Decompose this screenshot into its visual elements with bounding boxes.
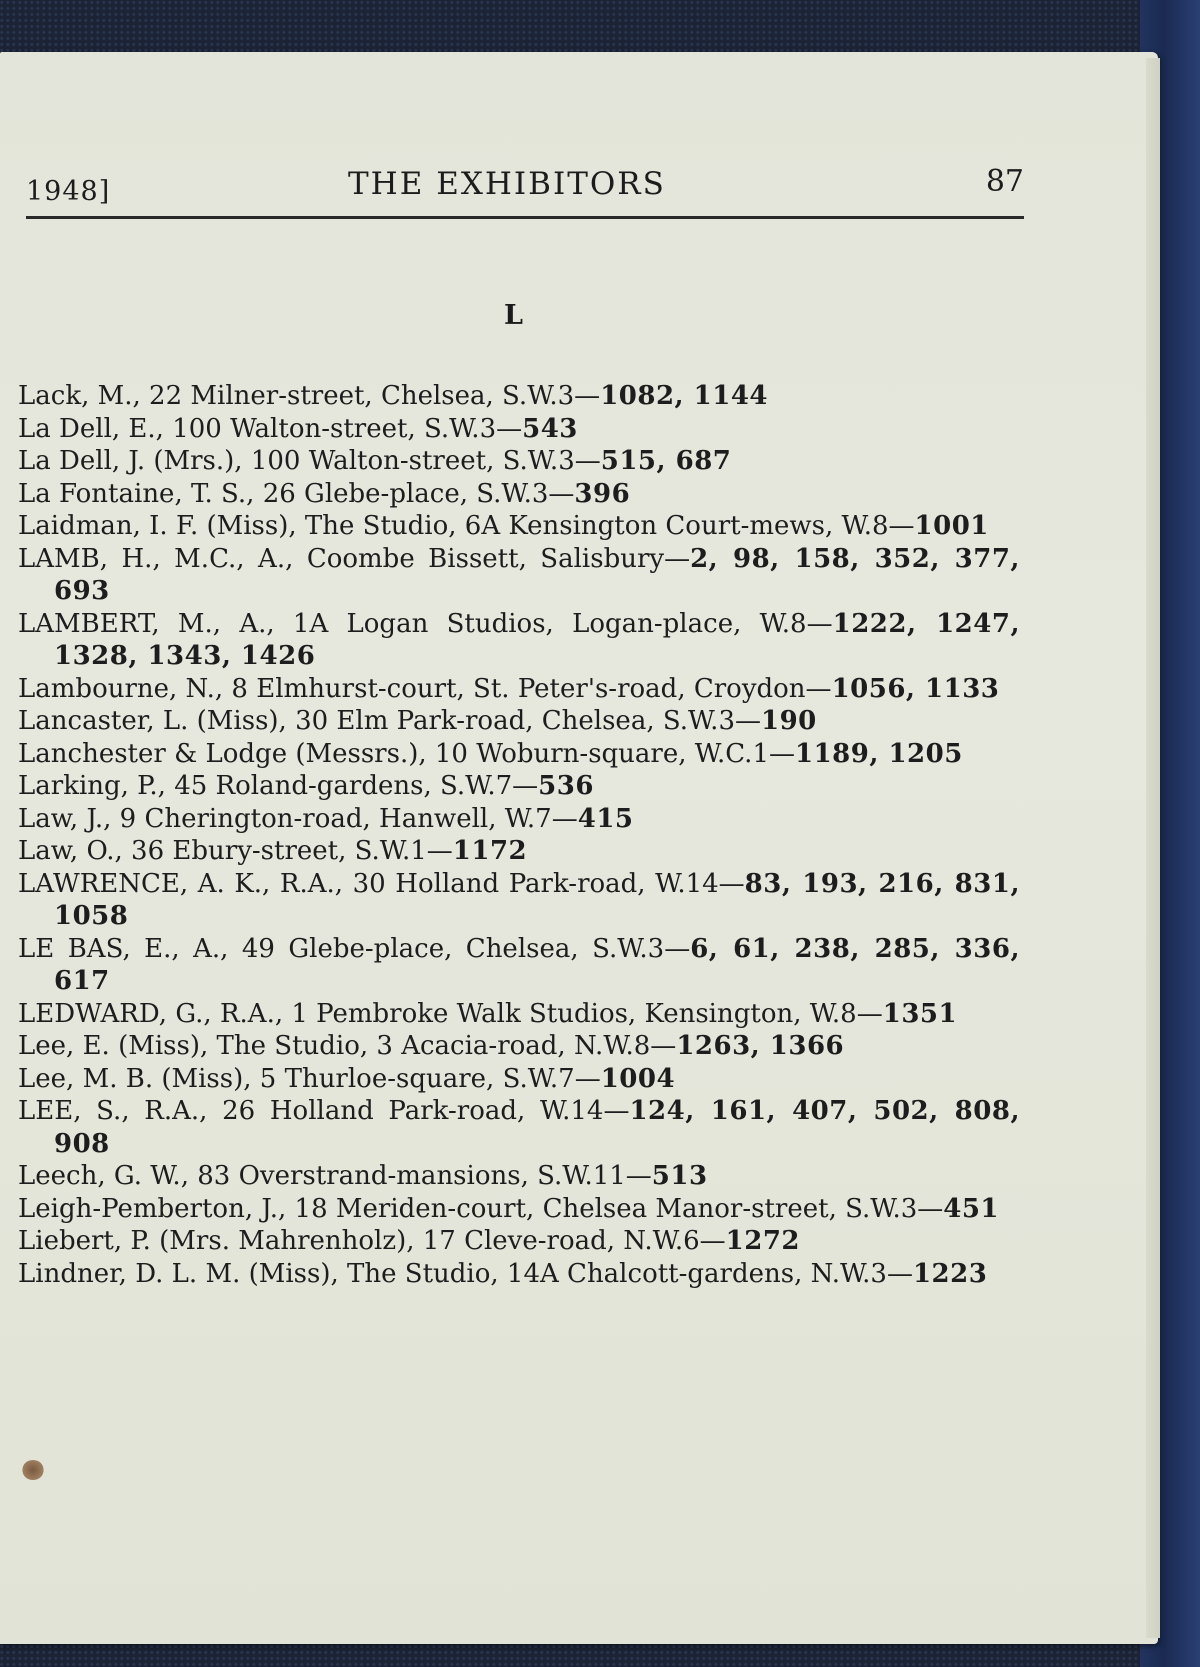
exhibitor-entry [18, 1225, 1020, 1258]
foxing-spot [22, 1460, 44, 1480]
exhibitor-entry [18, 445, 1020, 478]
exhibit-numbers: 513 [651, 1161, 708, 1191]
exhibitor-entry [18, 543, 1020, 608]
exhibit-numbers: 451 [943, 1193, 1000, 1224]
exhibitor-entry [18, 705, 1020, 738]
exhibitor-address: LAMB, H., M.C., A., Coombe Bissett, Salisbury— [18, 543, 691, 574]
exhibit-numbers: 1004 [600, 1063, 676, 1094]
exhibit-numbers: 515, 687 [600, 446, 732, 476]
exhibitor-address: Lack, M., 22 Milner-street, Chelsea, S.W.3— [18, 381, 601, 411]
exhibit-numbers: 6, 61, 238, 285, 336, 617 [54, 933, 1020, 996]
exhibitor-entry [18, 510, 1020, 543]
exhibitor-address: LAMBERT, M., A., 1A Logan Studios, Logan-place, W.8— [18, 608, 833, 639]
exhibitor-address: Lee, E. (Miss), The Studio, 3 Acacia-road, N.W.8— [18, 1031, 677, 1061]
exhibitor-address: LEDWARD, G., R.A., 1 Pembroke Walk Studios, Kensington, W.8— [18, 998, 883, 1029]
exhibitor-address: Lindner, D. L. M. (Miss), The Studio, 14A Chalcott-gardens, N.W.3— [18, 1258, 913, 1289]
exhibitor-entry [18, 803, 1020, 836]
exhibitor-address: LAWRENCE, A. K., R.A., 30 Holland Park-road, W.14— [18, 868, 745, 899]
exhibitor-entry [18, 1095, 1020, 1160]
exhibit-numbers: 536 [538, 771, 594, 801]
exhibitor-entry [18, 868, 1020, 933]
exhibitor-address: Liebert, P. (Mrs. Mahrenholz), 17 Cleve-road, N.W.6— [18, 1226, 726, 1256]
exhibit-numbers: 396 [574, 478, 631, 509]
exhibitor-entry [18, 998, 1020, 1031]
exhibit-numbers: 124, 161, 407, 502, 808, 908 [54, 1096, 1020, 1159]
exhibitor-entry [18, 1160, 1020, 1193]
exhibitor-entry [18, 608, 1020, 673]
exhibit-numbers: 415 [577, 803, 634, 834]
exhibit-numbers: 190 [760, 706, 817, 736]
exhibitor-address: Lee, M. B. (Miss), 5 Thurloe-square, S.W.7— [18, 1063, 601, 1094]
header-title: THE EXHIBITORS [348, 166, 666, 202]
exhibit-numbers: 1001 [914, 511, 989, 541]
exhibit-numbers: 1189, 1205 [795, 738, 963, 769]
exhibitor-entry [18, 835, 1020, 868]
exhibitor-entry [18, 478, 1020, 511]
exhibitor-address: Lanchester & Lodge (Messrs.), 10 Woburn-square, W.C.1— [18, 738, 795, 769]
exhibitor-address: Leech, G. W., 83 Overstrand-mansions, S.W.11— [18, 1161, 652, 1191]
exhibitor-address: Laidman, I. F. (Miss), The Studio, 6A Kensington Court-mews, W.8— [18, 511, 915, 541]
exhibitor-entry [18, 770, 1020, 803]
exhibitor-address: Law, O., 36 Ebury-street, S.W.1— [18, 836, 453, 866]
header-year: 1948] [26, 176, 111, 207]
exhibitor-address: La Dell, E., 100 Walton-street, S.W.3— [18, 413, 523, 444]
exhibitor-address: LEE, S., R.A., 26 Holland Park-road, W.14— [18, 1096, 630, 1126]
exhibit-numbers: 1351 [882, 998, 958, 1029]
exhibitor-address: Leigh-Pemberton, J., 18 Meriden-court, Chelsea Manor-street, S.W.3— [18, 1193, 944, 1224]
exhibit-numbers: 1222, 1247, 1328, 1343, 1426 [54, 608, 1020, 671]
exhibitor-entry [18, 738, 1020, 771]
exhibit-numbers: 543 [522, 413, 578, 444]
exhibit-numbers: 1082, 1144 [600, 381, 769, 411]
exhibit-numbers: 1272 [725, 1226, 801, 1256]
exhibitor-entry [18, 380, 1020, 413]
exhibit-numbers: 1263, 1366 [676, 1031, 845, 1061]
exhibitor-entry [18, 1063, 1020, 1096]
page-number: 87 [985, 164, 1024, 199]
exhibit-numbers: 83, 193, 216, 831, 1058 [54, 868, 1020, 931]
header-rule [26, 216, 1024, 219]
exhibit-numbers: 1223 [912, 1258, 988, 1289]
exhibitor-entry [18, 1030, 1020, 1063]
exhibitor-address: Lancaster, L. (Miss), 30 Elm Park-road, Chelsea, S.W.3— [18, 706, 761, 736]
exhibitor-entry [18, 413, 1020, 446]
exhibitor-address: La Dell, J. (Mrs.), 100 Walton-street, S.W.3— [18, 446, 601, 476]
exhibitor-list [18, 380, 1020, 1290]
exhibitor-address: Law, J., 9 Cherington-road, Hanwell, W.7— [18, 803, 578, 834]
exhibitor-address: La Fontaine, T. S., 26 Glebe-place, S.W.3— [18, 478, 575, 509]
exhibitor-entry [18, 933, 1020, 998]
exhibitor-address: Lambourne, N., 8 Elmhurst-court, St. Peter's-road, Croydon— [18, 673, 832, 704]
page-edge [1146, 58, 1160, 1638]
exhibitor-entry [18, 673, 1020, 706]
exhibitor-entry [18, 1193, 1020, 1226]
exhibit-numbers: 2, 98, 158, 352, 377, 693 [54, 543, 1020, 606]
exhibitor-entry [18, 1258, 1020, 1291]
exhibit-numbers: 1172 [452, 836, 528, 866]
section-letter: L [504, 300, 523, 331]
exhibitor-address: Larking, P., 45 Roland-gardens, S.W.7— [18, 771, 539, 801]
exhibit-numbers: 1056, 1133 [831, 673, 1000, 704]
exhibitor-address: LE BAS, E., A., 49 Glebe-place, Chelsea, S.W.3— [18, 933, 691, 964]
running-header [26, 160, 1024, 214]
